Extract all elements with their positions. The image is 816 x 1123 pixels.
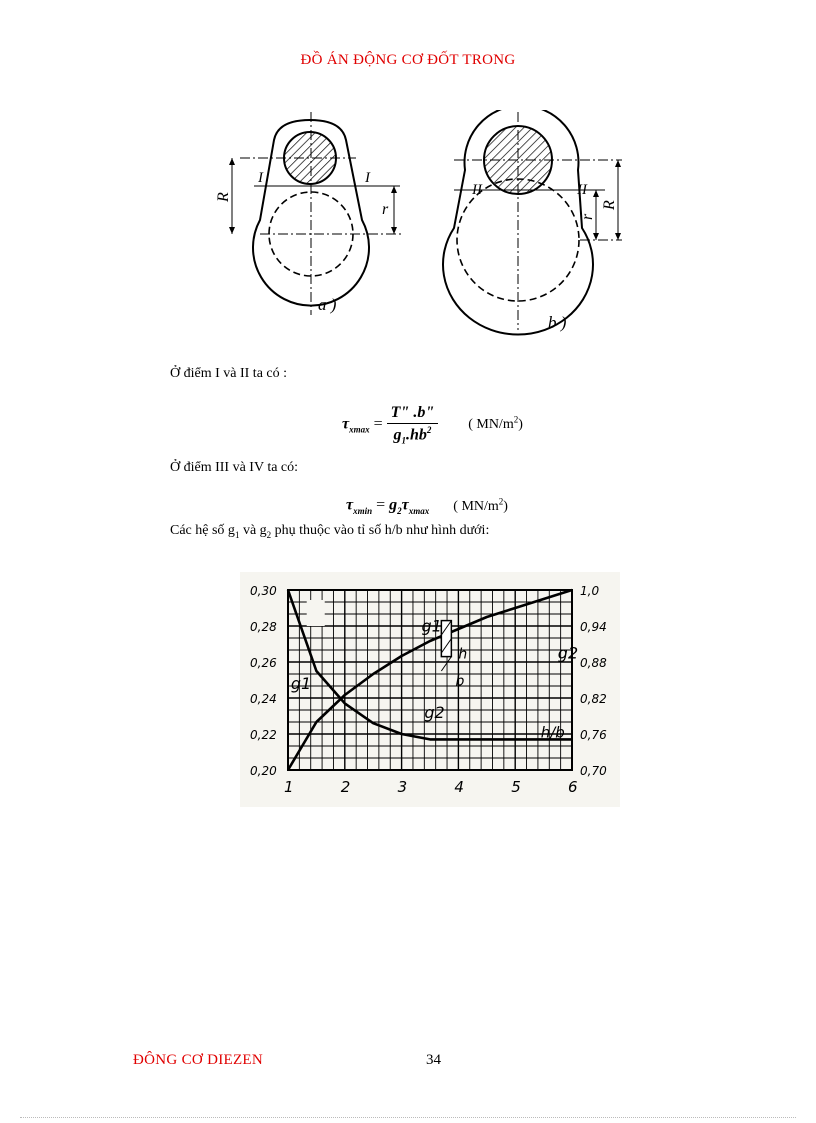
x-tick-label: 4 (454, 778, 464, 796)
formula2-rhs-g-sub: 2 (397, 505, 402, 516)
label-R-a: R (215, 192, 232, 202)
y-right-tick-label: 0,94 (580, 620, 607, 634)
formula1-lhs-sub: xmax (349, 424, 370, 435)
formula1-unit (468, 414, 523, 433)
formula1-den-g: g (393, 426, 402, 444)
line3-b: và g (239, 523, 267, 538)
y-right-tick-label: 0,70 (580, 764, 607, 778)
line3-sub2: 2 (266, 529, 272, 540)
y-left-tick-label: 0,26 (250, 656, 277, 670)
formula2-lhs-sub: xmin (353, 505, 373, 516)
x-tick-label: 3 (397, 778, 408, 796)
inset-label-b: b (455, 673, 465, 690)
formula2-rhs-g: g (389, 496, 398, 514)
formula2-unit-text: ( MN/m (453, 498, 499, 514)
conrod-section-figure (210, 110, 630, 350)
page-number: 34 (426, 1052, 441, 1068)
y-left-tick-label: 0,22 (250, 728, 277, 742)
formula2-rhs-tau-sub: xmax (408, 505, 430, 516)
formula1-eq: = (373, 415, 383, 433)
formula1-numerator: T" .b" (387, 404, 439, 424)
text-line-1: Ở điểm I và II ta có : (170, 366, 288, 381)
line3-sub1: 1 (234, 529, 240, 540)
series-label-g1-top: g1 (421, 616, 442, 636)
y-left-tick-label: 0,28 (250, 620, 277, 634)
label-bg (307, 600, 325, 626)
label-r-b: r (579, 213, 596, 220)
x-tick-label: 2 (340, 778, 351, 796)
line3-a: Các hệ số g (170, 523, 235, 538)
figure-a (215, 112, 402, 315)
formula1-fraction (387, 404, 439, 446)
formula1-unit-sup: 2 (513, 414, 519, 425)
label-I-left: I (258, 170, 263, 186)
formula1-den-rest: .hb (405, 426, 427, 444)
formula2-eq: = (376, 496, 386, 514)
series-label-g2-right: g2 (557, 643, 579, 663)
inset-label-h: h (458, 646, 468, 663)
formula1-unit-close: ) (518, 417, 523, 433)
inset-hatch (441, 657, 451, 671)
x-tick-label: 6 (568, 778, 578, 796)
text-line-2: Ở điểm III và IV ta có: (170, 460, 299, 475)
y-right-tick-label: 0,82 (580, 692, 607, 706)
y-right-tick-label: 0,88 (580, 656, 607, 670)
formula-tau-xmax (342, 404, 523, 446)
formula2-lhs: τ (346, 496, 354, 514)
formula2-unit-sup: 2 (498, 496, 504, 506)
formula2-unit (453, 496, 508, 514)
series-label-g2-mid: g2 (424, 702, 445, 722)
label-I-right: I (365, 170, 370, 186)
label-a: a ) (318, 295, 337, 314)
label-b: b ) (548, 313, 567, 332)
y-right-tick-label: 0,76 (580, 728, 607, 742)
formula-tau-xmin (346, 496, 508, 516)
label-r-a: r (382, 201, 389, 218)
x-axis-label: h/b (540, 723, 565, 742)
figure-b (443, 110, 622, 334)
series-label-g1: g1 (290, 674, 312, 693)
x-tick-label: 1 (284, 778, 294, 796)
formula2-rhs-tau: τ (401, 496, 409, 514)
label-II-right: II (577, 182, 587, 198)
y-left-tick-label: 0,24 (250, 692, 277, 706)
formula1-den-g-sub: 1 (401, 435, 406, 446)
formula1-unit-text: ( MN/m (468, 417, 514, 433)
line3-c: phụ thuộc vào tỉ số h/b như hình dưới: (271, 523, 490, 538)
label-II-left: II (472, 182, 482, 198)
y-left-tick-label: 0,30 (250, 584, 277, 598)
formula1-denominator (387, 424, 439, 446)
footer-left-title: ĐÔNG CƠ DIEZEN (133, 1052, 264, 1068)
y-left-tick-label: 0,20 (250, 764, 277, 778)
label-R-b: R (601, 200, 618, 210)
y-right-tick-label: 1,0 (580, 584, 600, 598)
formula1-den-sup: 2 (426, 425, 432, 435)
x-tick-label: 5 (511, 778, 521, 796)
page-header-title: ĐỒ ÁN ĐỘNG CƠ ĐỐT TRONG (300, 52, 516, 68)
formula2-unit-close: ) (503, 498, 508, 514)
footer-divider (20, 1117, 796, 1118)
formula1-lhs: τ (342, 415, 350, 433)
text-line-3 (170, 523, 489, 540)
g1-g2-chart (240, 572, 620, 807)
